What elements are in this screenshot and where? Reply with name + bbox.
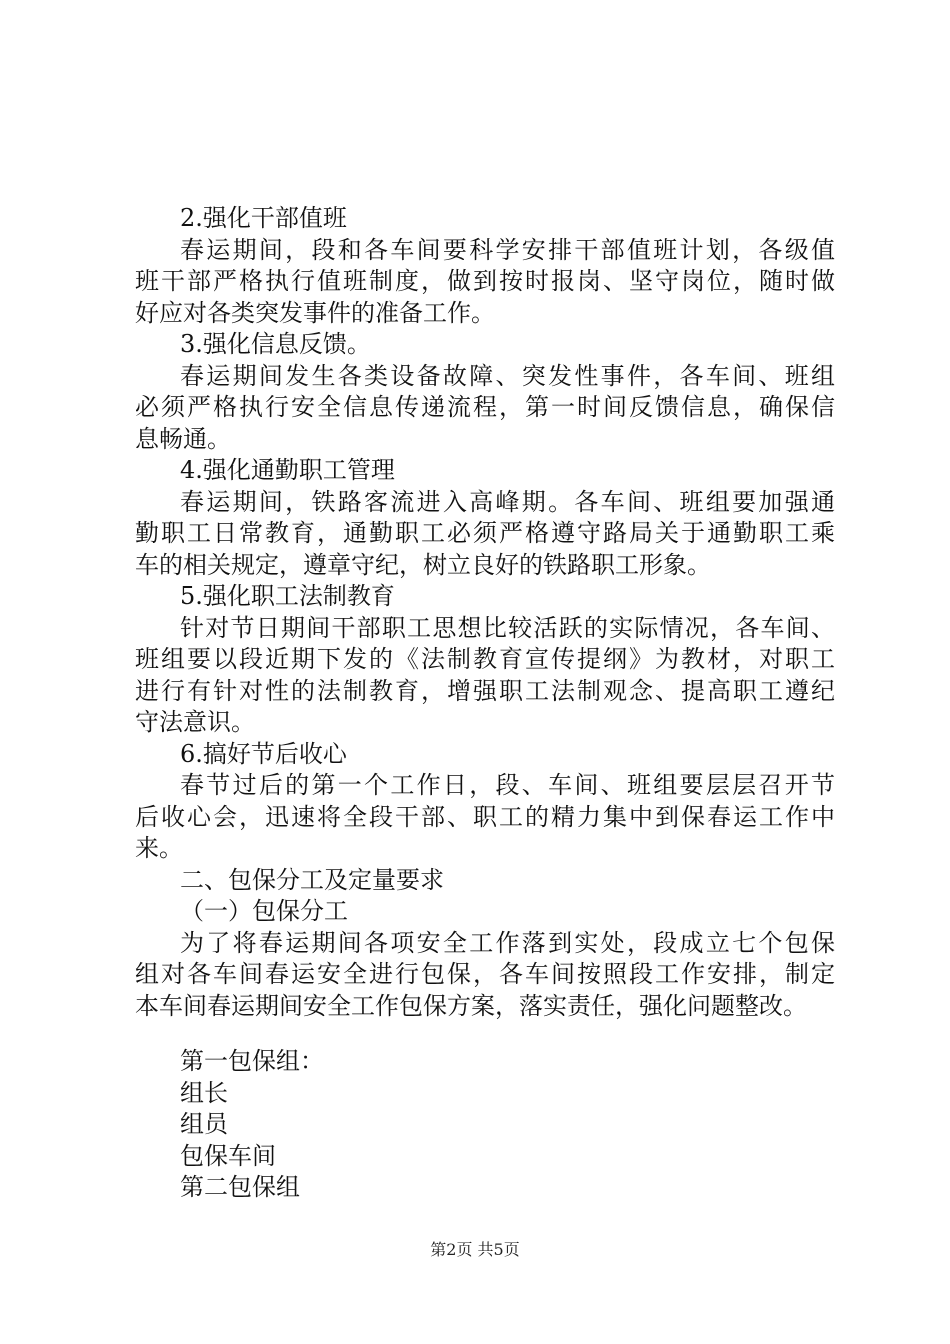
paragraph-line: 春节过后的第一个工作日，段、车间、班组要层层召开节 [180, 771, 835, 799]
group-leader-label: 组长 [180, 1078, 228, 1107]
subsection-heading: （一）包保分工 [180, 897, 348, 925]
group-one-heading: 第一包保组： [180, 1047, 324, 1075]
paragraph-line: 勤职工日常教育，通勤职工必须严格遵守路局关于通勤职工乘 [135, 519, 835, 547]
paragraph-spacer [135, 1022, 835, 1046]
paragraph-line: 班干部严格执行值班制度，做到按时报岗、坚守岗位，随时做 [135, 267, 835, 295]
paragraph-line: 春运期间发生各类设备故障、突发性事件，各车间、班组 [180, 361, 835, 390]
paragraph-line: 好应对各类突发事件的准备工作。 [135, 298, 495, 327]
paragraph-line: 进行有针对性的法制教育，增强职工法制观念、提高职工遵纪 [135, 676, 835, 705]
section-heading: 二、包保分工及定量要求 [180, 865, 444, 894]
paragraph-line: 针对节日期间干部职工思想比较活跃的实际情况，各车间、 [180, 613, 835, 642]
group-two-heading: 第二包保组 [180, 1173, 300, 1201]
paragraph-line: 春运期间，铁路客流进入高峰期。各车间、班组要加强通 [180, 487, 835, 516]
paragraph-line: 本车间春运期间安全工作包保方案，落实责任，强化问题整改。 [135, 991, 807, 1020]
group-workshop-label: 包保车间 [180, 1141, 276, 1170]
paragraph-line: 班组要以段近期下发的《法制教育宣传提纲》为教材，对职工 [135, 645, 835, 673]
heading-post-holiday: 6.搞好节后收心 [180, 739, 347, 768]
document-body [135, 203, 835, 1204]
paragraph-line: 后收心会，迅速将全段干部、职工的精力集中到保春运工作中 [135, 802, 835, 831]
paragraph-line: 组对各车间春运安全进行包保，各车间按照段工作安排，制定 [135, 960, 835, 988]
heading-info-feedback: 3.强化信息反馈。 [180, 330, 371, 358]
paragraph-line: 来。 [135, 834, 183, 862]
paragraph-line: 息畅通。 [135, 424, 231, 453]
paragraph-line: 守法意识。 [135, 708, 255, 736]
heading-cadre-duty: 2.强化干部值班 [180, 204, 347, 232]
paragraph-line: 春运期间，段和各车间要科学安排干部值班计划，各级值 [180, 235, 835, 264]
paragraph-line: 为了将春运期间各项安全工作落到实处，段成立七个包保 [180, 928, 835, 957]
paragraph-line: 必须严格执行安全信息传递流程，第一时间反馈信息，确保信 [135, 393, 835, 421]
heading-legal-education: 5.强化职工法制教育 [180, 582, 395, 610]
page-footer: 第2页 共5页 [430, 1240, 520, 1259]
group-member-label: 组员 [180, 1110, 228, 1138]
paragraph-line: 车的相关规定，遵章守纪，树立良好的铁路职工形象。 [135, 550, 711, 579]
heading-commuter-management: 4.强化通勤职工管理 [180, 456, 395, 484]
